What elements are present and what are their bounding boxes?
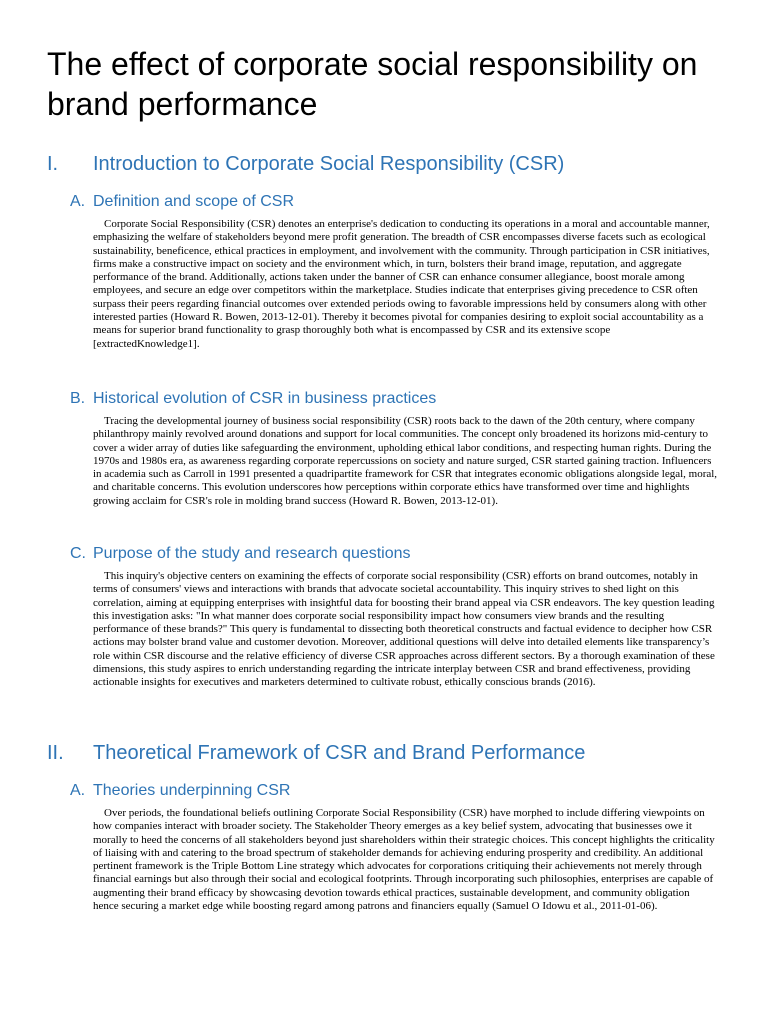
section-number: II. xyxy=(47,742,64,764)
subsection-title: Purpose of the study and research questions xyxy=(93,545,411,562)
paragraph-1c: This inquiry's objective centers on examining the effects of corporate social responsibility (CSR) efforts on brand outcomes, notably in terms of consumers' views and interactions with brands that advocate societal accountability. This inquiry strives to shed light on this correlation, aiming at equipping enterprises with insightful data for boosting their brand appeal via CSR endeavors. The key question leading this investigation asks: "In what manner does corporate social responsibility impact how consumers view brands and the resulting performance of these brands?" This query is fundamental to dissecting both theoretical constructs and factual evidence to decipher how CSR actions may bolster brand value and customer devotion. Moreover, additional questions will delve into detailed elements like transparency’s role within CSR discourse and the relative efficiency of diverse CSR approaches across different sectors. By a thorough examination of these dimensions, this study aspires to enrich understanding regarding the intricate interplay between CSR and brand effectiveness, providing actionable insights for executives and marketers determined to cultivate robust, ethically conscious brands (2016). xyxy=(93,570,715,689)
subsection-title: Theories underpinning CSR xyxy=(93,782,291,799)
section-title: Theoretical Framework of CSR and Brand Performance xyxy=(93,742,586,764)
subsection-title: Historical evolution of CSR in business practices xyxy=(93,390,437,407)
section-number: I. xyxy=(47,153,59,175)
subsection-letter: C. xyxy=(70,545,86,562)
paragraph-1a: Corporate Social Responsibility (CSR) denotes an enterprise's dedication to conducting its operations in a moral and accountable manner, emphasizing the welfare of stakeholders beyond mere profit generation. The breadth of CSR encompasses diverse facets such as ecological sustainability, beneficence, ethical practices in employment, and involvement with the community. Through participation in CSR initiatives, firms make a constructive impact on society and the environment which, in turn, bolsters their brand image, reputation, and aggregate performance of the brand. Additionally, actions taken under the banner of CSR can enhance consumer allegiance, boost morale among employees, and secure an edge over competitors within the marketplace. Studies indicate that enterprises giving precedence to CSR often surpass their peers regarding financial outcomes over extended periods owing to favorable impressions held by consumers along with other interested parties (Howard R. Bowen, 2013-12-01). Thereby it becomes pivotal for companies desiring to exploit social accountability as a means for superior brand functionality to grasp thoroughly both what is encompassed by CSR and its extensive scope [extractedKnowledge1]. xyxy=(93,218,710,350)
paragraph-1b: Tracing the developmental journey of business social responsibility (CSR) roots back to the dawn of the 20th century, where company philanthropy mainly revolved around donations and support for local communities. The concept only broadened its horizons mid-century to cover a wider array of duties like safeguarding the environment, upholding ethical labor conditions, and respecting human rights. During the 1970s and 1980s era, as awareness regarding corporate repercussions on society and nature surged, CSR started gaining traction. Influencers in academia such as Carroll in 1991 presented a quadripartite framework for CSR that integrates economic obligations alongside legal, moral, and charitable concerns. This evolution underscores how perceptions within corporate ethics have transformed over time and highlights growing acclaim for CSR's role in molding brand success (Howard R. Bowen, 2013-12-01). xyxy=(93,415,718,507)
subsection-title: Definition and scope of CSR xyxy=(93,193,294,210)
document-title: The effect of corporate social responsibility on brand performance xyxy=(47,46,698,122)
subsection-letter: B. xyxy=(70,390,86,407)
subsection-letter: A. xyxy=(70,782,86,799)
section-title: Introduction to Corporate Social Responsibility (CSR) xyxy=(93,153,565,175)
subsection-letter: A. xyxy=(70,193,86,210)
paragraph-2a: Over periods, the foundational beliefs outlining Corporate Social Responsibility (CSR) have morphed to include differing viewpoints on how companies interact with broader society. The Stakeholder Theory emerges as a key belief system, advocating that businesses owe it morally to heed the concerns of all stakeholders beyond just shareholders within their strategic choices. This concept highlights the criticality of liaising with and catering to the broad spectrum of stakeholder demands for achieving enduring prosperity and credibility. An additional pertinent framework is the Triple Bottom Line strategy which advocates for corporations critiquing their achievements not merely through financial earnings but also through their social and ecological footprints. Through incorporating such philosophies, enterprises are capable of augmenting their brand efficacy by showcasing devotion towards ethical practices, sustainable development, and community obligation hence securing a market edge while boosting regard among patrons and financiers equally (Samuel O Idowu et al., 2011-01-06). xyxy=(93,807,715,913)
